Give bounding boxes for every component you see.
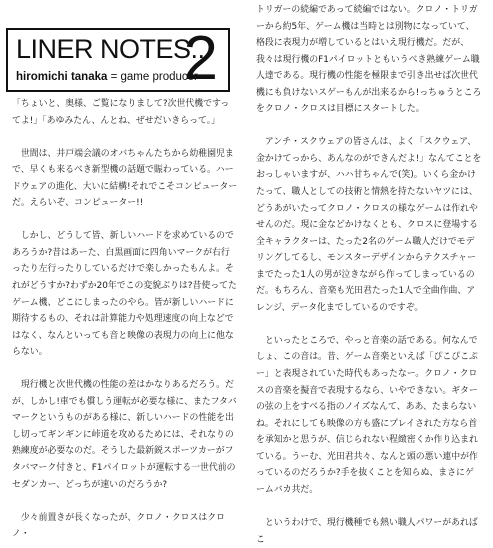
liner-notes-header <box>6 24 230 93</box>
body-paragraph: というわけで、現行機種でも熱い職人パワーがあればこ <box>256 517 478 545</box>
byline-equals: = <box>110 71 118 83</box>
body-paragraph: 世間は、井戸端会議のオバちゃんたちから幼稚園児まで、早くも来るべき新型機の話題で賑わっている。ハードウェアの進化、大いに結構!それでこそコンピューターだ。えらいぞ、コンピューター!! <box>12 148 238 209</box>
author-role: game producer <box>120 71 198 83</box>
body-paragraph: しかし、どうして皆、新しいハードを求めているのであろうか?昔はあーた、白黒画面に四角いマークが右行ったり左行ったりしているだけで楽しかったもんよ。それがどうすか?わずか20年でこの変貌ぶりは?昔使ってたゲーム機、どこにしまったのやら。皆が新しいハードに期待するもの、それは計算能力や処理速度の向上などではなく、なんといっても音と映像の表現力の向上に他ならない。 <box>12 231 237 358</box>
author-name: hiromichi tanaka <box>16 71 108 83</box>
dialogue-paragraph: 「ちょいと、奥様、ご覧になりまして?次世代機ですってよ!」「あゆみたん、んとね、ぜせだいきらって。」 <box>12 99 230 126</box>
body-paragraph: アンチ・スクウェアの皆さんは、よく「スクウェア、金かけてっから、あんなのができんだよ!」なんてことをおっしゃいますが、ハハ甘ちゃんで(笑)。いくら金かけたって、職人としての技術と情熱を持たないヤツには、どうあがいたってクロノ・クロスの様なゲームは作れやせんのだ。現に金などかけなくとも、クロスに登場する全キャラクターは、たった2名のゲーム職人だけでモデリングしてるし、モンスターデザインからテクスチャーまでたった1人の男が泣きながら作ってしまっているのだ。もちろん、音楽も光田君たった1人で全曲作曲、アレンジ、データ化までしているのですぞ。 <box>256 137 482 313</box>
body-paragraph: 少々前置きが長くなったが、クロノ・クロスはクロノ・ <box>12 512 226 540</box>
body-paragraph: といったところで、やっと音楽の話である。何なんでしょ、この音は。昔、ゲーム音楽といえば「ぴこぴこぷー」と表現されていた時代もあったなー。クロノ・クロスの音楽を擬音で表現するなら、いやできない。ギターの弦の上をすべる指のノイズなんて、ああ、たまらないね。それにしても映像の方も盛にプレイされた方なら首を承知かと思うが、信じられない程緻密くか作り込まれている。うーむ、光田君共々、なんと頭の悪い連中が作っているのだろうか?手を抜くことを知らぬ、まさにゲームバカ共だ。 <box>256 335 478 495</box>
issue-number: 2 <box>183 24 218 93</box>
header-byline <box>16 71 198 83</box>
left-text-column <box>12 96 238 543</box>
right-text-column <box>256 2 482 548</box>
body-paragraph: 現行機と次世代機の性能の差はかなりあるだろう。だが、しかし!車でも償しう運転が必要な様に、またフタバマークというものがある様に、新しいハードの性能を出し切ってギンギンに峠道を攻めるためには、それなりの熟練度が必要なのだ。そうした最新鋭スポーツカーがフタバマーク付きと、F1パイロットが運転する一世代前のセダンカー、どっちが速いのだろうか? <box>12 380 237 490</box>
body-paragraph: トリガーの続編であって続編ではない。クロノ・トリガーから約5年、ゲーム機は当時とは別物になっていて、格段に表現力が増しているとはいえ現行機だ。だが、我々は現行機のF1パイロットともいうべき熟練ゲーム職人達である。現行機の性能を極限まで引き出せば次世代機にも負けないスゲーもんが出来るから!っちゅうところをクロノ・クロスは目標にスタートした。 <box>256 5 482 115</box>
header-title: LINER NOTES.. <box>16 34 205 64</box>
